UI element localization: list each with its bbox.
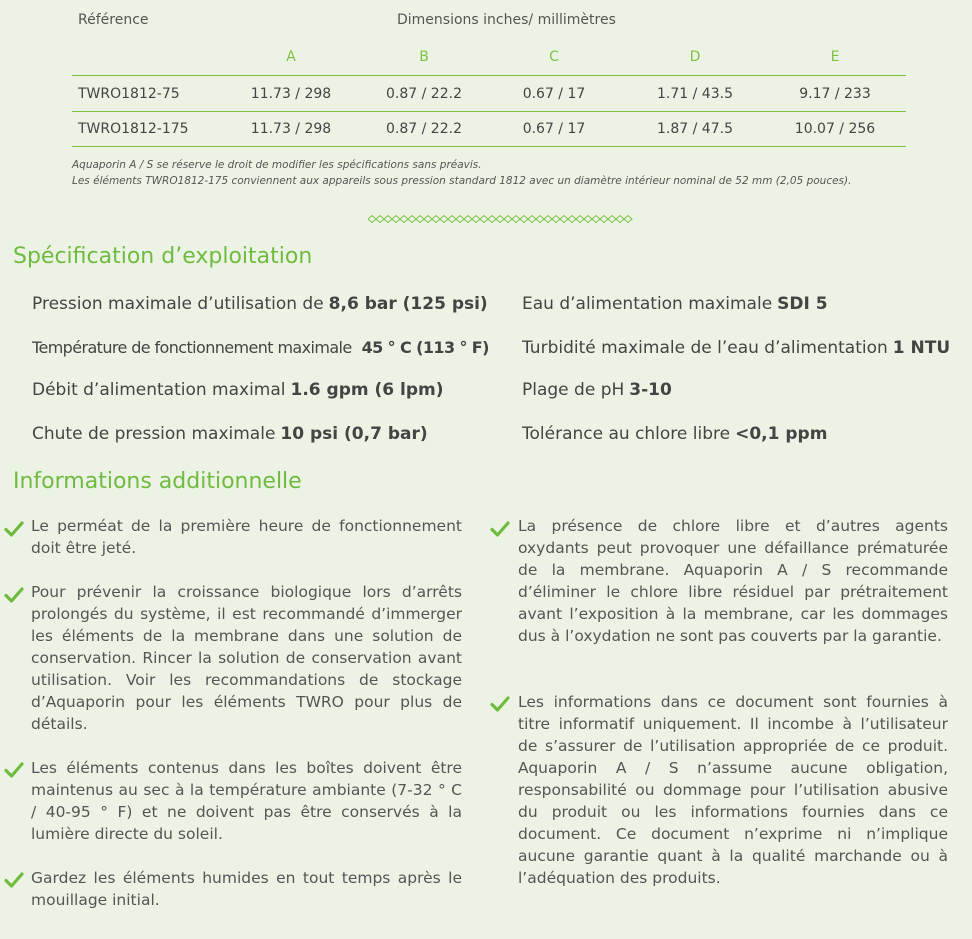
checkmark-icon — [490, 521, 510, 537]
disclaimer-note: Aquaporin A / S se réserve le droit de modifier les spécifications sans préavis. — [72, 159, 482, 171]
column-header-a: A — [286, 49, 296, 65]
info-bullet: Le perméat de la première heure de fonctionnement doit être jeté. — [31, 517, 462, 557]
spec-label: Chute de pression maximale — [32, 424, 276, 444]
spec-max-turbidity — [522, 338, 950, 358]
info-bullet: Les éléments contenus dans les boîtes doivent être maintenus au sec à la température ambiante (7-32 ° C / 40-95 ° F) et ne doivent pas être conservés à la lumière directe du soleil. — [31, 759, 462, 843]
table-row-1-b: 0.87 / 22.2 — [386, 86, 462, 102]
spec-value: 8,6 bar (125 psi) — [328, 294, 488, 314]
spec-value: 3-10 — [629, 380, 672, 400]
table-row-2-b: 0.87 / 22.2 — [386, 121, 462, 137]
spec-value: 45 ° C (113 ° F) — [361, 338, 489, 357]
spec-max-pressure-drop — [32, 424, 428, 444]
checkmark-icon — [4, 587, 24, 603]
spec-label: Plage de pH — [522, 380, 625, 400]
spec-label: Pression maximale d’utilisation de — [32, 294, 324, 314]
column-header-b: B — [419, 49, 429, 65]
spec-label: Tolérance au chlore libre — [522, 424, 731, 444]
table-row-2-e: 10.07 / 256 — [794, 121, 876, 137]
checkmark-icon — [490, 696, 510, 712]
spec-free-chlorine-tolerance — [522, 424, 827, 444]
checkmark-icon — [4, 762, 24, 778]
info-bullet: Gardez les éléments humides en tout temps après le mouillage initial. — [31, 869, 462, 909]
info-section-title: Informations additionnelle — [13, 469, 302, 494]
info-bullet: Les informations dans ce document sont fournies à titre informatif uniquement. Il incombe à l’utilisateur de s’assurer de l’utilisation appropriée de ce produit. Aquaporin A / S n’assume aucune obligation, responsabilité ou dommage pour l’utilisation abusive du produit ou les informations fournies dans ce document. Ce document n’exprime ni n’implique aucune garantie quant à la qualité marchande ou à l’adéquation des produits. — [518, 693, 948, 887]
table-row-1-e: 9.17 / 233 — [799, 86, 871, 102]
spec-label: Débit d’alimentation maximal — [32, 380, 286, 400]
spec-ph-range — [522, 380, 672, 400]
table-row-1-reference: TWRO1812-75 — [78, 86, 180, 102]
spec-max-feed-flow — [32, 380, 444, 400]
table-rule-top — [72, 75, 906, 76]
table-row-2-a: 11.73 / 298 — [250, 121, 332, 137]
spec-label: Eau d’alimentation maximale — [522, 294, 773, 314]
info-bullet: La présence de chlore libre et d’autres agents oxydants peut provoquer une défaillance prématurée de la membrane. Aquaporin A / S recommande d’éliminer le chlore libre résiduel par prétraitement avant l’exposition à la membrane, car les dommages dus à l’oxydation ne sont pas couverts par la garantie. — [518, 517, 948, 645]
spec-section-title: Spécification d’exploitation — [13, 244, 313, 269]
spec-label: Turbidité maximale de l’eau d’alimentation — [522, 338, 888, 358]
table-rule-middle — [72, 111, 906, 112]
table-header-dimensions: Dimensions inches/ millimètres — [397, 12, 616, 28]
table-rule-bottom — [72, 146, 906, 147]
spec-value: <0,1 ppm — [735, 424, 828, 444]
table-row-2-d: 1.87 / 47.5 — [657, 121, 733, 137]
decorative-diamond-divider — [368, 212, 636, 226]
spec-value: 1 NTU — [892, 338, 951, 358]
spec-value: 1.6 gpm (6 lpm) — [290, 380, 444, 400]
column-header-d: D — [689, 49, 701, 65]
column-header-c: C — [549, 49, 559, 65]
checkmark-icon — [4, 872, 24, 888]
table-row-1-d: 1.71 / 43.5 — [657, 86, 733, 102]
spec-value: 10 psi (0,7 bar) — [280, 424, 428, 444]
column-header-e: E — [830, 49, 840, 65]
checkmark-icon — [4, 521, 24, 537]
spec-value: SDI 5 — [777, 294, 828, 314]
spec-max-pressure — [32, 294, 488, 314]
spec-max-feed-sdi — [522, 294, 828, 314]
compatibility-note: Les éléments TWRO1812-175 conviennent aux appareils sous pression standard 1812 avec un diamètre intérieur nominal de 52 mm (2,05 pouces). — [72, 175, 852, 187]
spec-max-temperature — [32, 338, 489, 357]
table-row-1-c: 0.67 / 17 — [522, 86, 586, 102]
table-row-2-c: 0.67 / 17 — [522, 121, 586, 137]
table-row-1-a: 11.73 / 298 — [250, 86, 332, 102]
table-header-reference: Référence — [78, 12, 149, 28]
info-bullet: Pour prévenir la croissance biologique lors d’arrêts prolongés du système, il est recommandé d’immerger les éléments de la membrane dans une solution de conservation. Rincer la solution de conservation avant utilisation. Voir les recommandations de stockage d’Aquaporin pour les éléments TWRO pour plus de détails. — [31, 583, 462, 733]
spec-label: Température de fonctionnement maximale — [32, 338, 352, 357]
table-row-2-reference: TWRO1812-175 — [78, 121, 189, 137]
